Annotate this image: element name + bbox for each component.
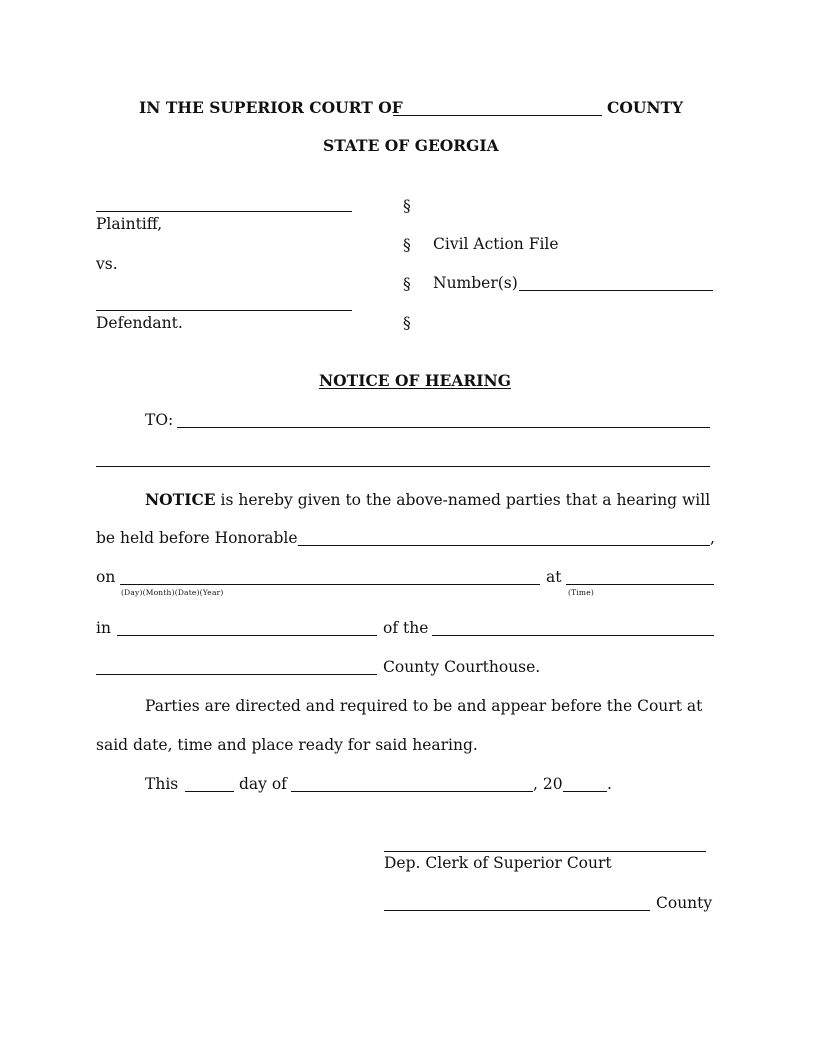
county-name-blank[interactable] [393, 115, 602, 116]
signature-county-label: County [656, 894, 713, 912]
county-word: COUNTY [607, 98, 684, 117]
signature-county-blank[interactable] [384, 910, 650, 911]
defendant-name-blank[interactable] [96, 310, 352, 311]
day-of-label: day of [239, 775, 287, 793]
vs-label: vs. [96, 255, 118, 273]
courtroom-blank[interactable] [117, 635, 377, 636]
notice-line-1 [145, 492, 710, 509]
hearing-time-blank[interactable] [566, 584, 714, 585]
year-blank[interactable] [563, 791, 607, 792]
judge-name-blank[interactable] [298, 545, 710, 546]
month-blank[interactable] [291, 791, 533, 792]
to-recipient-blank[interactable] [177, 427, 710, 428]
to-label: TO: [145, 411, 174, 429]
in-label: in [96, 619, 111, 637]
day-blank[interactable] [185, 791, 234, 792]
numbers-label: Number(s) [433, 274, 518, 292]
hearing-date-blank[interactable] [120, 584, 540, 585]
year-prefix: , 20 [533, 775, 563, 793]
time-caption: (Time) [568, 588, 595, 597]
directed-line-2: said date, time and place ready for said hearing. [96, 736, 478, 754]
plaintiff-name-blank[interactable] [96, 211, 352, 212]
period: . [607, 775, 612, 793]
courthouse-county-blank[interactable] [96, 674, 377, 675]
civil-action-label: Civil Action File [433, 235, 559, 253]
to-recipient-blank-2[interactable] [96, 466, 710, 467]
section-symbol: § [403, 275, 411, 293]
section-symbol: § [403, 314, 411, 332]
notice-bold: NOTICE [145, 490, 216, 509]
section-symbol: § [403, 236, 411, 254]
clerk-label: Dep. Clerk of Superior Court [384, 854, 612, 872]
on-label: on [96, 568, 116, 586]
notice-title: NOTICE OF HEARING [319, 371, 511, 390]
at-label: at [546, 568, 562, 586]
date-caption: (Day)(Month)(Date)(Year) [121, 588, 224, 597]
plaintiff-label: Plaintiff, [96, 215, 163, 233]
of-the-label: of the [383, 619, 429, 637]
section-symbol: § [403, 197, 411, 215]
comma: , [710, 529, 715, 547]
this-label: This [145, 775, 179, 793]
case-number-blank[interactable] [519, 290, 713, 291]
location-blank[interactable] [432, 635, 714, 636]
court-prefix: IN THE SUPERIOR COURT OF [139, 98, 403, 117]
courthouse-label: County Courthouse. [383, 658, 541, 676]
clerk-signature-line[interactable] [384, 851, 706, 852]
notice-rest: is hereby given to the above-named parties that a hearing will [220, 491, 711, 509]
defendant-label: Defendant. [96, 314, 183, 332]
held-before-label: be held before Honorable [96, 529, 298, 547]
directed-line-1: Parties are directed and required to be and appear before the Court at [145, 697, 703, 715]
state-heading: STATE OF GEORGIA [323, 136, 499, 155]
